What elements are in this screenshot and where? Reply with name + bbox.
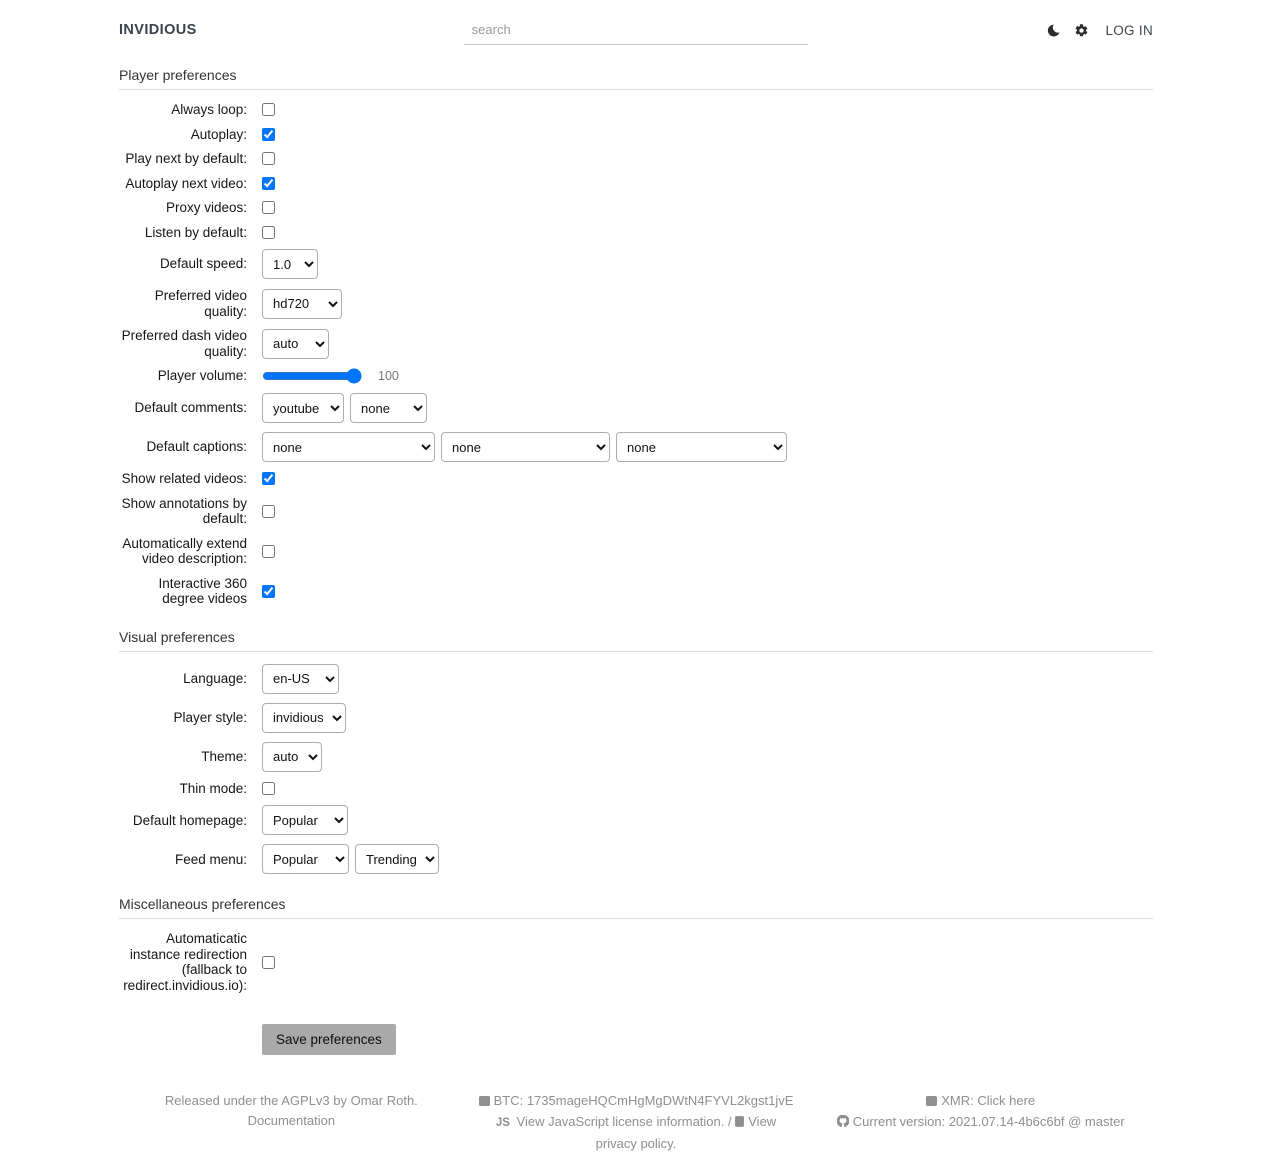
btc-label: BTC: [493, 1093, 524, 1109]
page-container [119, 0, 1153, 1170]
pref-row-annotations [119, 496, 1153, 527]
pref-row-autoplay [119, 127, 1153, 143]
default-comments-label: Default comments: [134, 400, 247, 416]
player-volume-value: 100 [378, 369, 399, 384]
pref-row-always-loop [119, 102, 1153, 118]
footer-center [464, 1091, 809, 1153]
navbar-center [464, 15, 809, 45]
theme-label: Theme: [201, 749, 247, 764]
privacy-policy-link[interactable]: View privacy policy. [595, 1114, 777, 1151]
annotations-controls [262, 505, 275, 518]
default-speed-select-1[interactable] [262, 249, 318, 279]
page-footer [119, 1091, 1153, 1169]
xmr-link[interactable]: Click here [977, 1093, 1036, 1109]
instance-redirect-controls [262, 956, 275, 969]
vr360-label: Interactive 360 degree videos [158, 575, 247, 607]
preferences-gear-icon[interactable] [1074, 23, 1089, 38]
pref-row-feed-menu [119, 844, 1153, 874]
autoplay-next-checkbox[interactable] [262, 177, 275, 190]
thin-mode-controls [262, 782, 275, 795]
player-volume-slider[interactable] [262, 368, 362, 384]
autoplay-next-label: Autoplay next video: [125, 175, 247, 191]
play-next-controls [262, 152, 275, 165]
monero-icon [926, 1092, 937, 1112]
default-homepage-controls [262, 805, 348, 835]
miscellaneous-preferences-heading: Miscellaneous preferences [119, 896, 286, 913]
github-icon [837, 1113, 849, 1133]
feed-menu-controls [262, 844, 439, 874]
javascript-icon: JS [495, 1117, 510, 1130]
player-style-controls [262, 703, 346, 733]
documentation-link[interactable]: Documentation [247, 1113, 336, 1129]
section-visual-preferences [119, 629, 1153, 875]
navbar-left [119, 22, 464, 38]
pref-row-proxy-videos [119, 200, 1153, 216]
theme-controls [262, 742, 322, 772]
player-volume-label: Player volume: [157, 368, 247, 384]
player-volume-controls [262, 368, 399, 384]
annotations-checkbox[interactable] [262, 505, 275, 518]
dash-quality-label: Preferred dash video quality: [121, 328, 247, 359]
search-input[interactable] [464, 15, 809, 45]
pref-row-player-style [119, 703, 1153, 733]
btc-address: 1735mageHQCmHgMgDWtN4FYVL2kgst1jvE [526, 1093, 794, 1109]
version-label: Current version: [852, 1114, 946, 1130]
js-license-link[interactable]: View JavaScript license information. [516, 1114, 725, 1130]
related-videos-label: Show related videos: [121, 471, 247, 487]
dark-mode-moon-icon[interactable] [1046, 23, 1061, 38]
extend-desc-checkbox[interactable] [262, 545, 275, 558]
vr360-controls [262, 585, 275, 598]
pref-row-instance-redirect [119, 931, 1153, 993]
vr360-checkbox[interactable] [262, 585, 275, 598]
miscellaneous-preferences-rows [119, 931, 1153, 993]
autoplay-controls [262, 128, 275, 141]
pref-row-theme [119, 742, 1153, 772]
autoplay-label: Autoplay: [190, 126, 247, 142]
section-divider [119, 89, 1153, 90]
pref-row-dash-quality [119, 328, 1153, 359]
navbar-right [808, 23, 1153, 38]
preferences-form [119, 67, 1153, 1055]
autoplay-next-controls [262, 177, 275, 190]
visual-preferences-rows [119, 664, 1153, 875]
footer-left [119, 1091, 464, 1153]
proxy-videos-checkbox[interactable] [262, 201, 275, 214]
version-value: 2021.07.14-4b6c6bf @ master [948, 1114, 1125, 1130]
dash-quality-select-1[interactable] [262, 329, 329, 359]
visual-preferences-heading: Visual preferences [119, 628, 235, 645]
related-videos-controls [262, 472, 275, 485]
related-videos-checkbox[interactable] [262, 472, 275, 485]
default-captions-select-1[interactable] [262, 432, 435, 462]
language-select-1[interactable] [262, 664, 339, 694]
language-controls [262, 664, 339, 694]
default-speed-controls [262, 249, 318, 279]
pref-row-play-next [119, 151, 1153, 167]
footer-right [808, 1091, 1153, 1153]
pref-row-default-comments [119, 393, 1153, 423]
theme-select-1[interactable] [262, 742, 322, 772]
xmr-label: XMR: [941, 1093, 974, 1109]
video-quality-controls [262, 289, 342, 319]
extend-desc-label: Automatically extend video description: [122, 535, 247, 567]
always-loop-controls [262, 103, 275, 116]
video-quality-select-1[interactable] [262, 289, 342, 319]
default-speed-label: Default speed: [159, 256, 247, 272]
bitcoin-icon [479, 1092, 490, 1112]
always-loop-checkbox[interactable] [262, 103, 275, 116]
play-next-checkbox[interactable] [262, 152, 275, 165]
pref-row-thin-mode [119, 781, 1153, 797]
listen-default-label: Listen by default: [144, 224, 247, 240]
pref-row-related-videos [119, 471, 1153, 487]
default-captions-select-2[interactable] [441, 432, 610, 462]
save-preferences-button[interactable]: Save preferences [262, 1024, 396, 1055]
play-next-label: Play next by default: [125, 151, 247, 167]
feed-menu-select-2[interactable] [355, 844, 439, 874]
annotations-label: Show annotations by default: [121, 495, 247, 527]
document-icon [735, 1113, 744, 1133]
always-loop-label: Always loop: [171, 102, 247, 117]
default-captions-controls [262, 432, 787, 462]
pref-row-player-volume [119, 368, 1153, 384]
section-divider [119, 918, 1153, 919]
video-quality-label: Preferred video quality: [154, 288, 247, 319]
pref-row-listen-default [119, 225, 1153, 241]
pref-row-default-captions [119, 432, 1153, 462]
thin-mode-label: Thin mode: [179, 780, 247, 796]
proxy-videos-controls [262, 201, 275, 214]
top-navbar [119, 0, 1153, 45]
pref-row-default-speed [119, 249, 1153, 279]
proxy-videos-label: Proxy videos: [165, 200, 247, 216]
dash-quality-controls [262, 329, 329, 359]
language-label: Language: [183, 671, 247, 686]
brand-link[interactable]: INVIDIOUS [119, 22, 197, 38]
default-comments-select-2[interactable] [350, 393, 427, 423]
pref-row-vr360 [119, 576, 1153, 607]
default-captions-label: Default captions: [146, 439, 247, 455]
pref-row-video-quality [119, 288, 1153, 319]
feed-menu-label: Feed menu: [174, 851, 247, 867]
pref-row-default-homepage [119, 805, 1153, 835]
autoplay-checkbox[interactable] [262, 128, 275, 141]
section-player-preferences [119, 67, 1153, 607]
default-homepage-label: Default homepage: [132, 812, 247, 828]
login-link[interactable]: LOG IN [1105, 22, 1154, 38]
pref-row-autoplay-next [119, 176, 1153, 192]
default-captions-select-3[interactable] [616, 432, 787, 462]
pref-row-language [119, 664, 1153, 694]
section-divider [119, 651, 1153, 652]
player-preferences-rows [119, 102, 1153, 607]
player-style-label: Player style: [173, 710, 247, 725]
extend-desc-controls [262, 545, 275, 558]
default-comments-select-1[interactable] [262, 393, 344, 423]
instance-redirect-checkbox[interactable] [262, 956, 275, 969]
thin-mode-checkbox[interactable] [262, 782, 275, 795]
listen-default-checkbox[interactable] [262, 226, 275, 239]
player-style-select-1[interactable] [262, 703, 346, 733]
feed-menu-select-1[interactable] [262, 844, 349, 874]
listen-default-controls [262, 226, 275, 239]
footer-separator: / [728, 1114, 732, 1130]
license-text: Released under the AGPLv3 by Omar Roth. [164, 1093, 418, 1109]
pref-row-extend-desc [119, 536, 1153, 567]
player-preferences-heading: Player preferences [119, 67, 237, 83]
default-homepage-select-1[interactable] [262, 805, 348, 835]
section-miscellaneous-preferences [119, 896, 1153, 993]
instance-redirect-label: Automaticatic instance redirection (fallback to redirect.invidious.io): [123, 931, 247, 993]
default-comments-controls [262, 393, 427, 423]
